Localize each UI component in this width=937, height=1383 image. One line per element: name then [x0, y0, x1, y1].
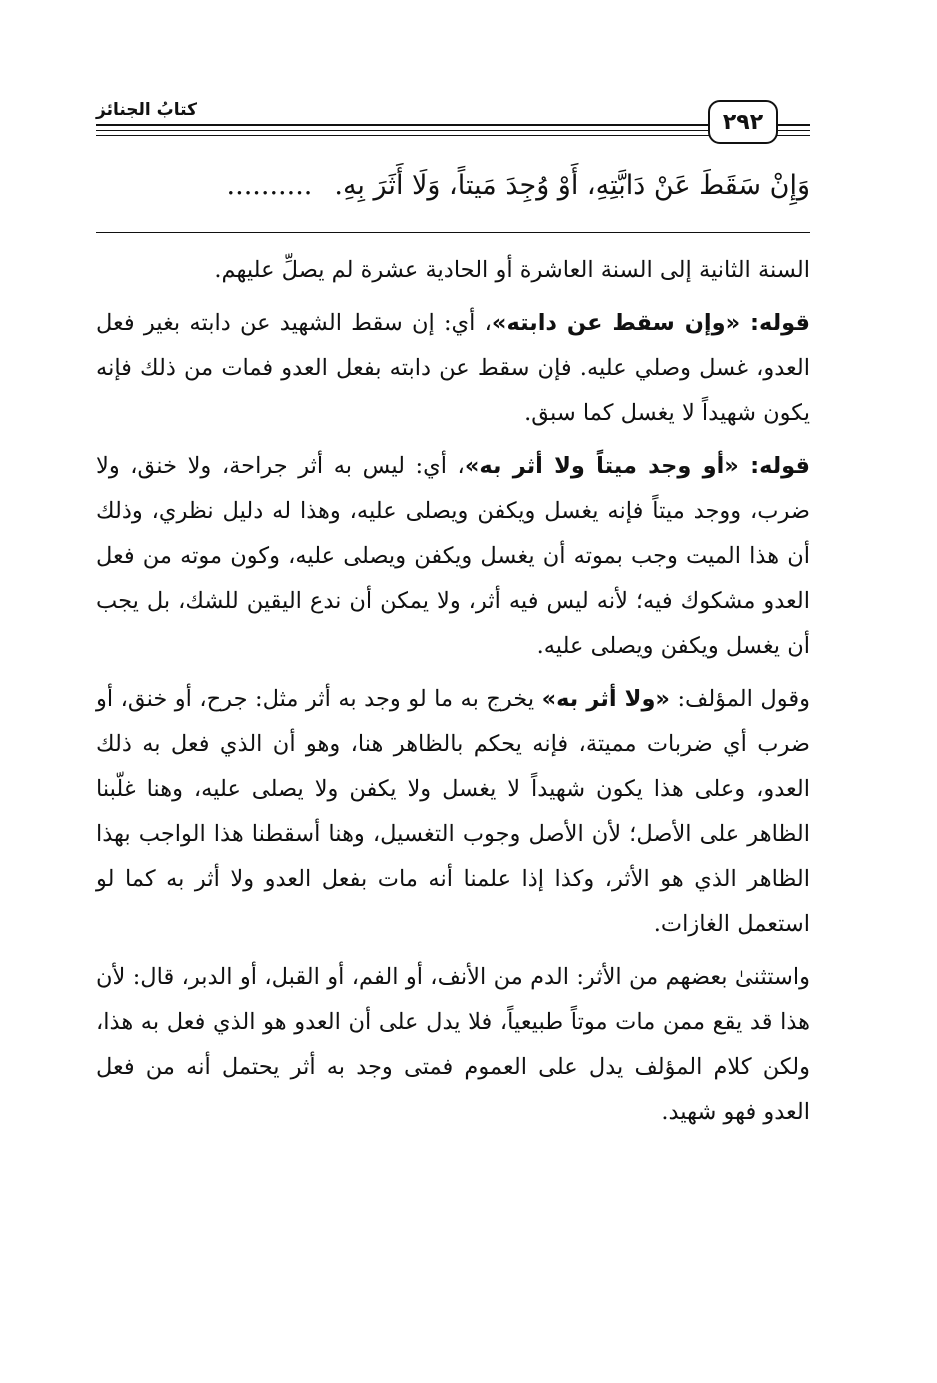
- quoted-matn: «وإن سقط عن دابته»: [491, 310, 741, 336]
- matn-divider: [96, 232, 810, 233]
- paragraph: [96, 301, 810, 436]
- book-title: كتابُ الجنائز: [96, 100, 205, 120]
- commentary: [96, 248, 810, 1143]
- paragraph: [96, 677, 810, 947]
- paragraph-lead: وقول المؤلف:: [669, 686, 810, 712]
- matn-line: [96, 160, 810, 212]
- matn-text: وَإِنْ سَقَطَ عَنْ دَابَّتِهِ، أَوْ وُجِدَ مَيتاً، وَلَا أَثَرَ بِهِ.: [334, 170, 810, 201]
- quoted-matn: «ولا أثر به»: [541, 686, 670, 712]
- quoted-matn: «أو وجد ميتاً ولا أثر به»: [464, 453, 739, 479]
- paragraph-lead: قوله:: [740, 310, 810, 336]
- paragraph-text: واستثنىٰ بعضهم من الأثر: الدم من الأنف، أو الفم، أو القبل، أو الدبر، قال: لأن هذا قد يقع ممن مات موتاً طبيعياً، فلا يدل على أن العدو هو الذي فعل به هذا، ولكن كلام المؤلف يدل على العموم فمتى وجد به أثر يحتمل أنه من فعل العدو فهو شهيد.: [96, 964, 810, 1125]
- matn-dots: ..........: [226, 170, 313, 201]
- header-rule: [96, 135, 810, 136]
- paragraph: [96, 248, 810, 293]
- paragraph-text: ، أي: إن سقط الشهيد عن دابته بغير فعل العدو، غسل وصلي عليه. فإن سقط عن دابته بفعل العدو فمات من ذلك فإنه يكون شهيداً لا يغسل كما سبق.: [96, 310, 810, 426]
- paragraph-lead: قوله:: [738, 453, 811, 479]
- paragraph-text: ، أي: ليس به أثر جراحة، ولا خنق، ولا ضرب، ووجد ميتاً فإنه يغسل ويكفن ويصلى عليه، وهذا له دليل نظري، وذلك أن هذا الميت وجب بموته أن يغسل ويكفن ويصلى عليه، وكون موته من فعل العدو مشكوك فيه؛ لأنه ليس فيه أثر، ولا يمكن أن ندع اليقين للشك، بل يجب أن يغسل ويكفن ويصلى عليه.: [96, 453, 810, 659]
- header-rule: [96, 124, 810, 126]
- page-number: ٢٩٢: [708, 100, 778, 144]
- running-header: [96, 98, 810, 150]
- paragraph-text: يخرج به ما لو وجد به أثر مثل: جرح، أو خنق، أو ضرب أي ضربات مميتة، فإنه يحكم بالظاهر هنا، وهو أن الذي فعل به ذلك العدو، وعلى هذا يكون شهيداً لا يغسل ولا يكفن ولا يصلى عليه، وهنا غلّبنا الظاهر على الأصل؛ لأن الأصل وجوب التغسيل، وهنا أسقطنا هذا الواجب بهذا الظاهر الذي هو الأثر، وكذا إذا علمنا أنه مات بفعل العدو ولا أثر به كما لو استعمل الغازات.: [96, 686, 810, 937]
- header-rule: [96, 130, 810, 131]
- paragraph: [96, 444, 810, 669]
- paragraph: [96, 955, 810, 1135]
- paragraph-text: السنة الثانية إلى السنة العاشرة أو الحادية عشرة لم يصلِّ عليهم.: [214, 257, 810, 283]
